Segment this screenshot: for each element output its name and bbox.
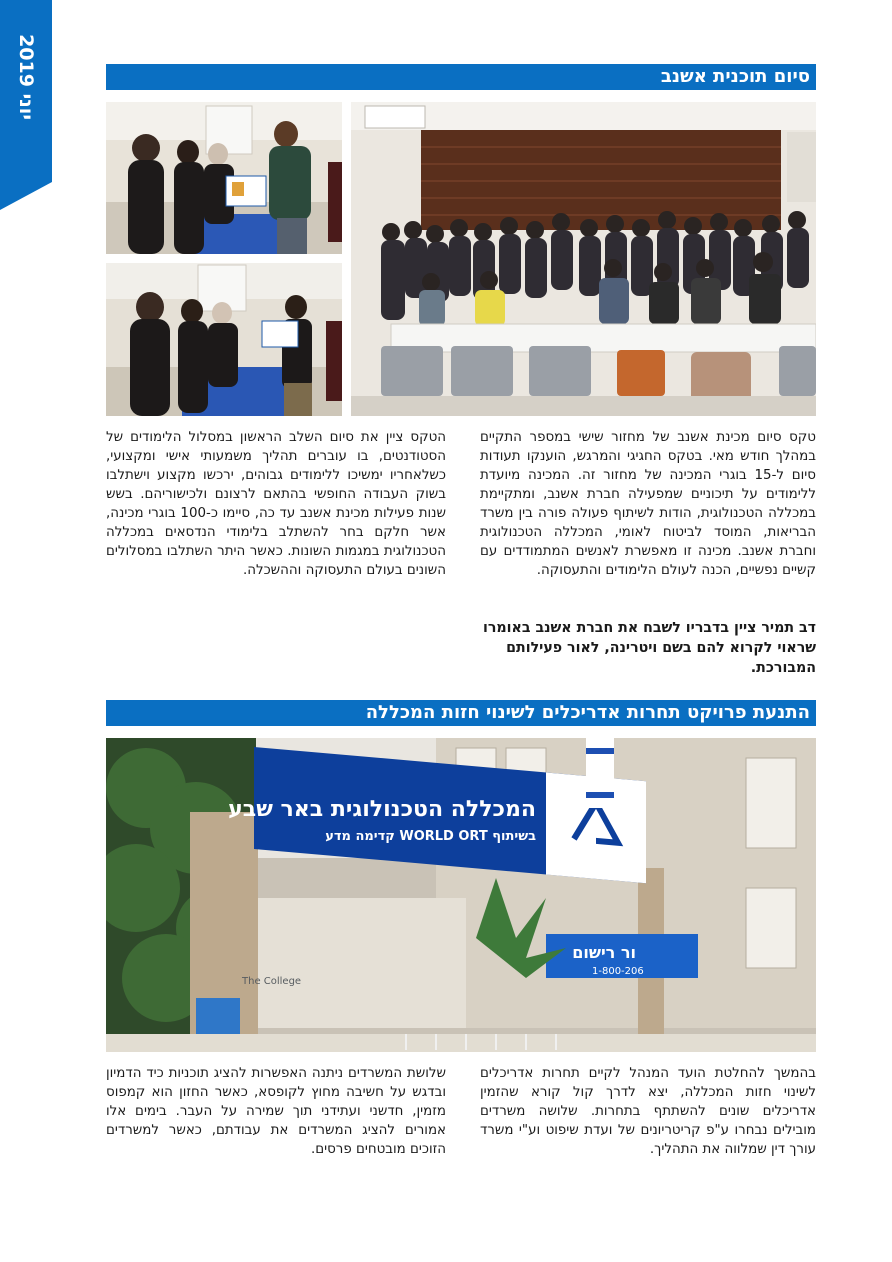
registration-sign-text: ור רישום xyxy=(572,943,636,962)
ashnav-bold-quote: דב תמיר ציין בדבריו לשבח את חברת אשנב באומרו שראוי לקרוא להם בשם ויטרינה, לאור פעילותם המבורכת. xyxy=(483,620,816,676)
issue-date-label: יוני 2019 xyxy=(15,34,38,120)
college-sign-main-text: המכללה הטכנולוגית באר שבע xyxy=(228,797,536,822)
architects-paragraph-right: בהמשך להחלטת הועד המנהל לקיים תחרות אדריכלים לשינוי חזות המכללה, יצא לדרך קול קורא שהזמין אדריכלים שונים להשתתף בתחרות. שלושה משרדים מובילים נבחרו ע"פ קריטריונים של ועדת שיפוט וע"י משרד עורך דין שמלווה את התהליך. xyxy=(480,1066,816,1157)
ashnav-paragraph-left: הטקס ציין את סיום השלב הראשון במסלול הלימודים של הסטודנטים, בו עוברים תהליך משמעותי אישי ומקצועי, כשלאחריו ימשיכו ללימודים גבוהים, ירכשו מקצוע וישתלבו בשוק העבודה החופשי בהתאם לרצונם ולכישוריהם. בשש שנות פעילות מכינת אשנב עד כה, סיימו כ-100 בוגרי מכינה, אשר חלקם בחר להשתלב בלימודי הנדסאים במכללה הטכנולוגית במגמות השונות. כאשר היתר השתלבו במסלולים השונים בעולם התעסוקה וההשכלה. xyxy=(106,430,446,578)
section-title-architects: התנעת פרויקט תחרות אדריכלים לשינוי חזות המכללה xyxy=(106,700,816,726)
registration-sign-phone: 1-800-206 xyxy=(592,966,644,977)
date-corner-tab xyxy=(0,0,52,210)
architects-paragraph-left: שלושת המשרדים ניתנה האפשרות להציג תוכניות כיד הדמיון ובדגש על חשיבה מחוץ לקופסא, כאשר החזון הוא קמפוס מזמין, חדשני ועתידני תוך שמירה על העבר. בימים אלו אמורים להציג המשרדים את עבודתם, כאשר למשרדים הזוכים מובטחים פרסים. xyxy=(106,1066,446,1157)
college-sign-sub-text: בשיתוף WORLD ORT קדימה מדע xyxy=(325,829,536,844)
section-title-ashnav: סיום תוכנית אשנב xyxy=(106,64,816,90)
ashnav-paragraph-right: טקס סיום מכינת אשנב של מחזור שישי במספר התקיים במהלך חודש מאי. בטקס החגיגי והמרגש, הוענקו תעודות סיום ל-15 בוגרי המכינה של מחזור זה. המכינה מיועדת ללימודים על תיכוניים שמפעילה חברת אשנב, ומתקיימת במכללה הטכנולוגית, הודות לשיתוף פעולה פורה בין משרד הבריאות, המוסד לביטוח לאומי, המכללה הטכנולוגית וחברת אשנב. מכינה זו מאפשרת לאנשים המתמודדים עם קשיים נפשיים, הכנה לעולם הלימודים והתעסוקה. xyxy=(480,430,816,578)
photo-college-entrance-sign xyxy=(106,738,816,1052)
photo-graduates-group xyxy=(351,102,816,416)
photo-certificate-ceremony-1 xyxy=(106,102,342,254)
college-wall-text: The College xyxy=(242,976,302,987)
photo-certificate-ceremony-2 xyxy=(106,263,342,416)
